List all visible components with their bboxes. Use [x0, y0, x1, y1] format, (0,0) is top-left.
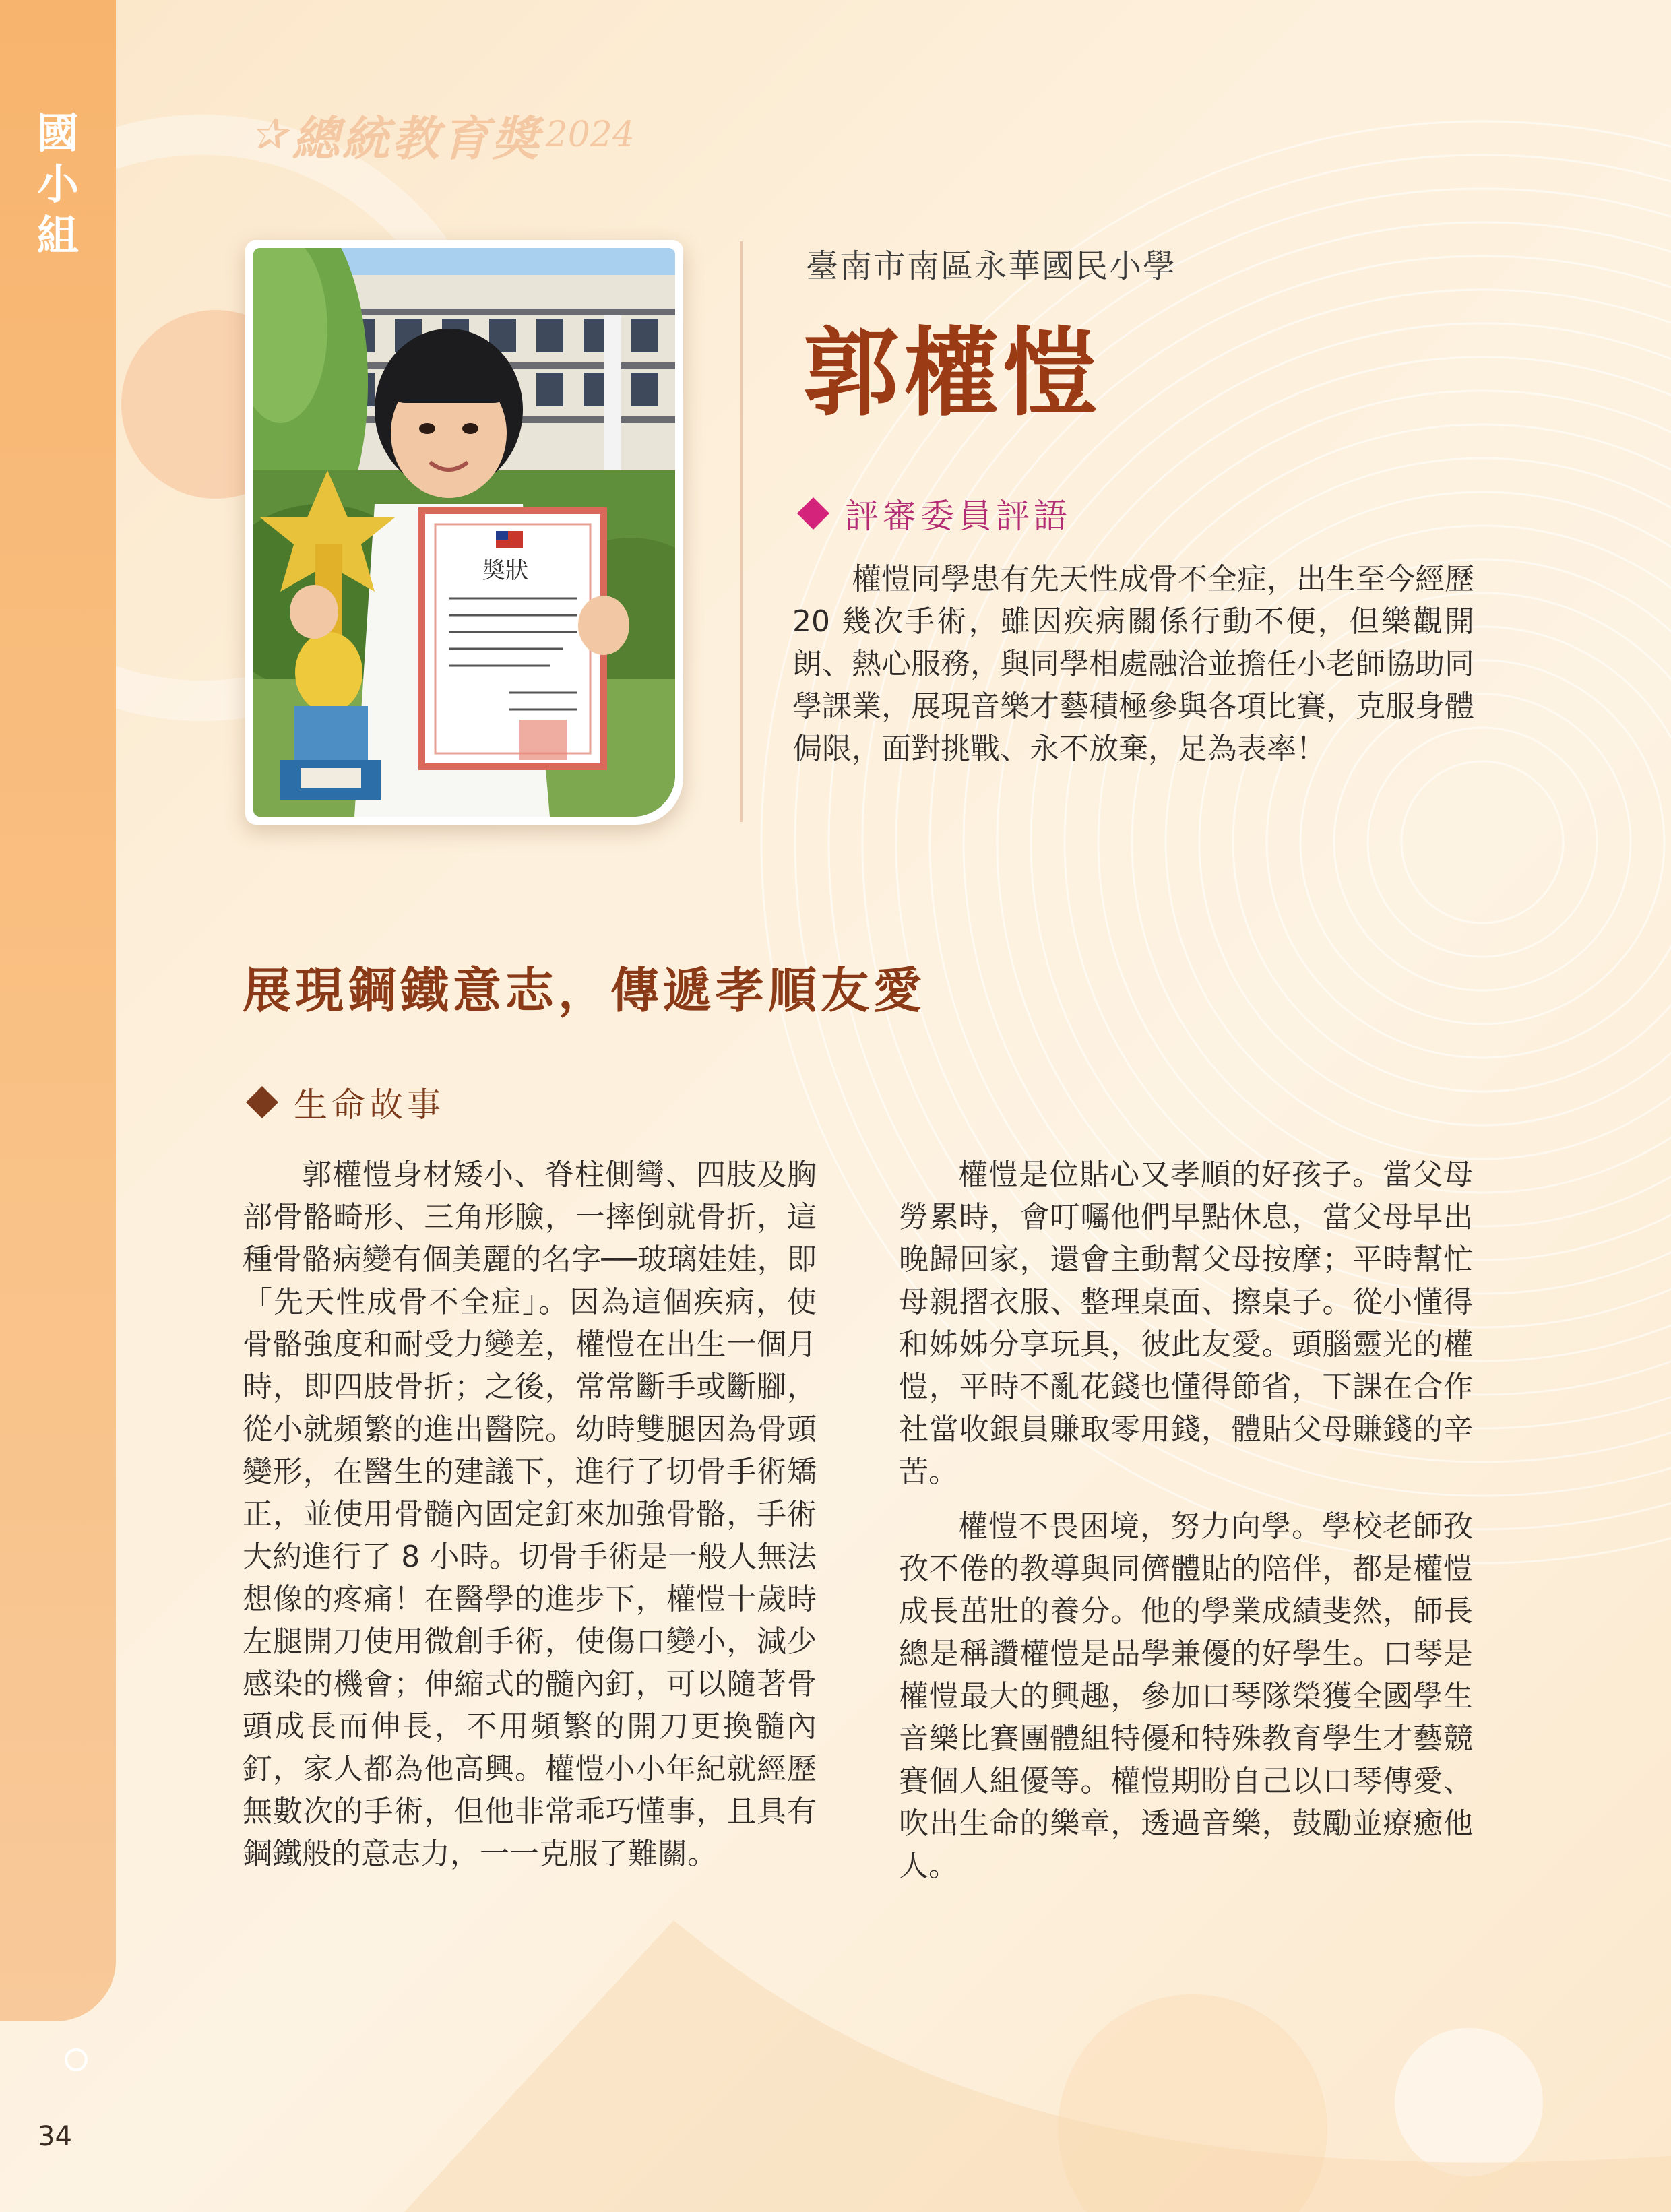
diamond-icon — [797, 497, 829, 530]
header-divider — [740, 241, 743, 822]
award-logo — [251, 108, 635, 166]
certificate-title: 奬狀 — [482, 557, 528, 584]
diamond-icon — [246, 1086, 278, 1118]
award-logo-icon: ✰ — [251, 110, 287, 160]
school-name: 臺南市南區永華國民小學 — [806, 247, 1177, 285]
page-number: 34 — [38, 2121, 72, 2152]
story-paragraph: 權愷不畏困境，努力向學。學校老師孜孜不倦的教導與同儕體貼的陪伴，都是權愷成長茁壯的養分。他的學業成績斐然，師長總是稱讚權愷是品學兼優的好學生。口琴是權愷最大的興趣，參加口琴隊榮獲全國學生音樂比賽團體組特優和特殊教育學生才藝競賽個人組優等。權愷期盼自己以口琴傳愛、吹出生命的樂章，透過音樂，鼓勵並療癒他人。 — [899, 1509, 1473, 1883]
story-heading — [243, 1078, 445, 1127]
story-paragraph: 權愷是位貼心又孝順的好孩子。當父母勞累時，會叮囑他們早點休息，當父母早出晚歸回家，還會主動幫父母按摩；平時幫忙母親摺衣服、整理桌面、擦桌子。從小懂得和姊姊分享玩具，彼此友愛。頭腦靈光的權愷，平時不亂花錢也懂得節省，下課在合作社當收銀員賺取零用錢，體貼父母賺錢的辛苦。 — [899, 1158, 1473, 1489]
student-photo-illustration — [253, 248, 675, 817]
category-label: 國小組 — [36, 108, 79, 260]
judges-title: 評審委員評語 — [845, 497, 1071, 536]
judges-comment: 權愷同學患有先天性成骨不全症，出生至今經歷 20 幾次手術，雖因疾病關係行動不便，但樂觀開朗、熱心服務，與同學相處融洽並擔任小老師協助同學課業，展現音樂才藝積極參與各項比賽，克服身體侷限，面對挑戰、永不放棄，足為表率！ — [792, 562, 1474, 766]
story-title: 生命故事 — [294, 1085, 445, 1125]
category-sidebar — [0, 0, 116, 2021]
story-paragraph: 郭權愷身材矮小、脊柱側彎、四肢及胸部骨骼畸形、三角形臉，一摔倒就骨折，這種骨骼病變有個美麗的名字──玻璃娃娃，即「先天性成骨不全症」。因為這個疾病，使骨骼強度和耐受力變差，權愷在出生一個月時，即四肢骨折；之後，常常斷手或斷腳，從小就頻繁的進出醫院。幼時雙腿因為骨頭變形，在醫生的建議下，進行了切骨手術矯正，並使用骨髓內固定釘來加強骨骼，手術大約進行了 8 小時。切骨手術是一般人無法想像的疼痛！在醫學的進步下，權愷十歲時左腿開刀使用微創手術，使傷口變小，減少感染的機會；伸縮式的髓內釘，可以隨著骨頭成長而伸長，不用頻繁的開刀更換髓內釘，家人都為他高興。權愷小小年紀就經歷無數次的手術，但他非常乖巧懂事，且具有鋼鐵般的意志力，一一克服了難關。 — [243, 1158, 817, 1871]
award-logo-year: 2024 — [545, 115, 635, 155]
sidebar-dot-icon — [65, 2048, 88, 2071]
section-title: 展現鋼鐵意志，傳遞孝順友愛 — [243, 962, 926, 1019]
student-name: 郭權愷 — [803, 318, 1102, 429]
student-photo — [253, 248, 675, 817]
student-photo-frame — [245, 240, 683, 825]
judges-heading — [794, 489, 1071, 538]
award-logo-text: 總統教育獎 — [292, 110, 542, 166]
